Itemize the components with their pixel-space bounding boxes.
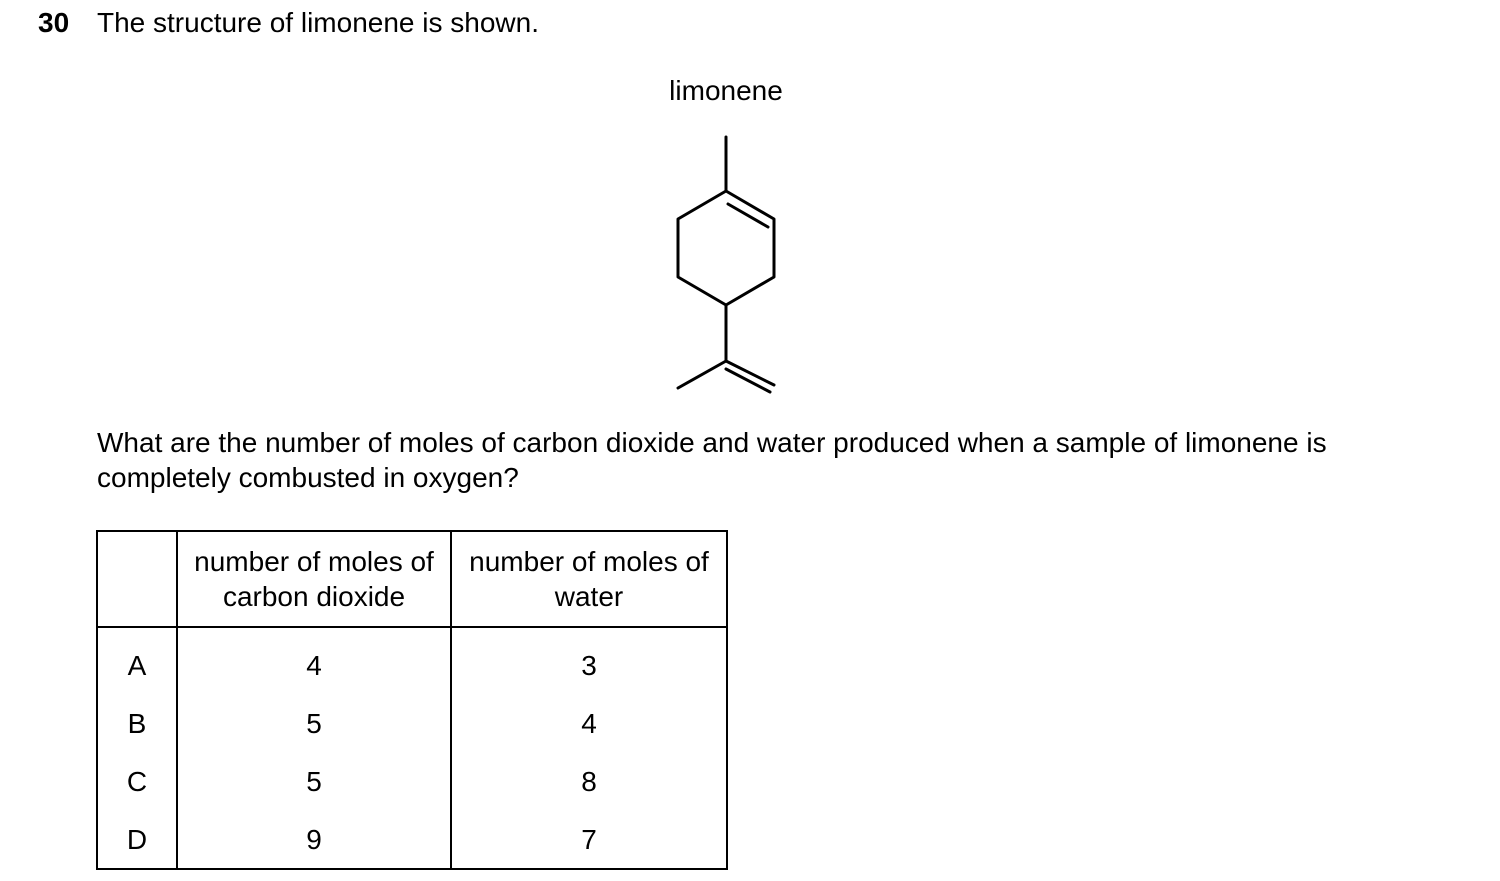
molecule-label: limonene bbox=[669, 75, 783, 106]
header-co2: number of moles of carbon dioxide bbox=[177, 531, 451, 627]
question-prompt: What are the number of moles of carbon dioxide and water produced when a sample of limonene is completely combusted in oxygen? bbox=[97, 427, 1327, 493]
isopropenyl-methyl-bond bbox=[678, 361, 726, 388]
table-row[interactable] bbox=[97, 627, 727, 694]
option-letter: C bbox=[97, 752, 177, 810]
option-letter: B bbox=[97, 694, 177, 752]
table-row[interactable] bbox=[97, 694, 727, 752]
co2-value: 9 bbox=[177, 810, 451, 869]
ring-double-bond bbox=[728, 204, 768, 227]
header-blank bbox=[97, 531, 177, 627]
ring-bonds bbox=[678, 191, 774, 305]
co2-value: 4 bbox=[177, 627, 451, 694]
water-value: 8 bbox=[451, 752, 727, 810]
table-row[interactable] bbox=[97, 752, 727, 810]
question-number: 30 bbox=[38, 7, 70, 38]
option-letter: D bbox=[97, 810, 177, 869]
water-value: 4 bbox=[451, 694, 727, 752]
question-intro: The structure of limonene is shown. bbox=[97, 7, 539, 38]
table-row[interactable] bbox=[97, 810, 727, 869]
co2-value: 5 bbox=[177, 752, 451, 810]
water-value: 3 bbox=[451, 627, 727, 694]
option-letter: A bbox=[97, 627, 177, 694]
header-water: number of moles of water bbox=[451, 531, 727, 627]
answer-table bbox=[96, 530, 728, 870]
co2-value: 5 bbox=[177, 694, 451, 752]
water-value: 7 bbox=[451, 810, 727, 869]
